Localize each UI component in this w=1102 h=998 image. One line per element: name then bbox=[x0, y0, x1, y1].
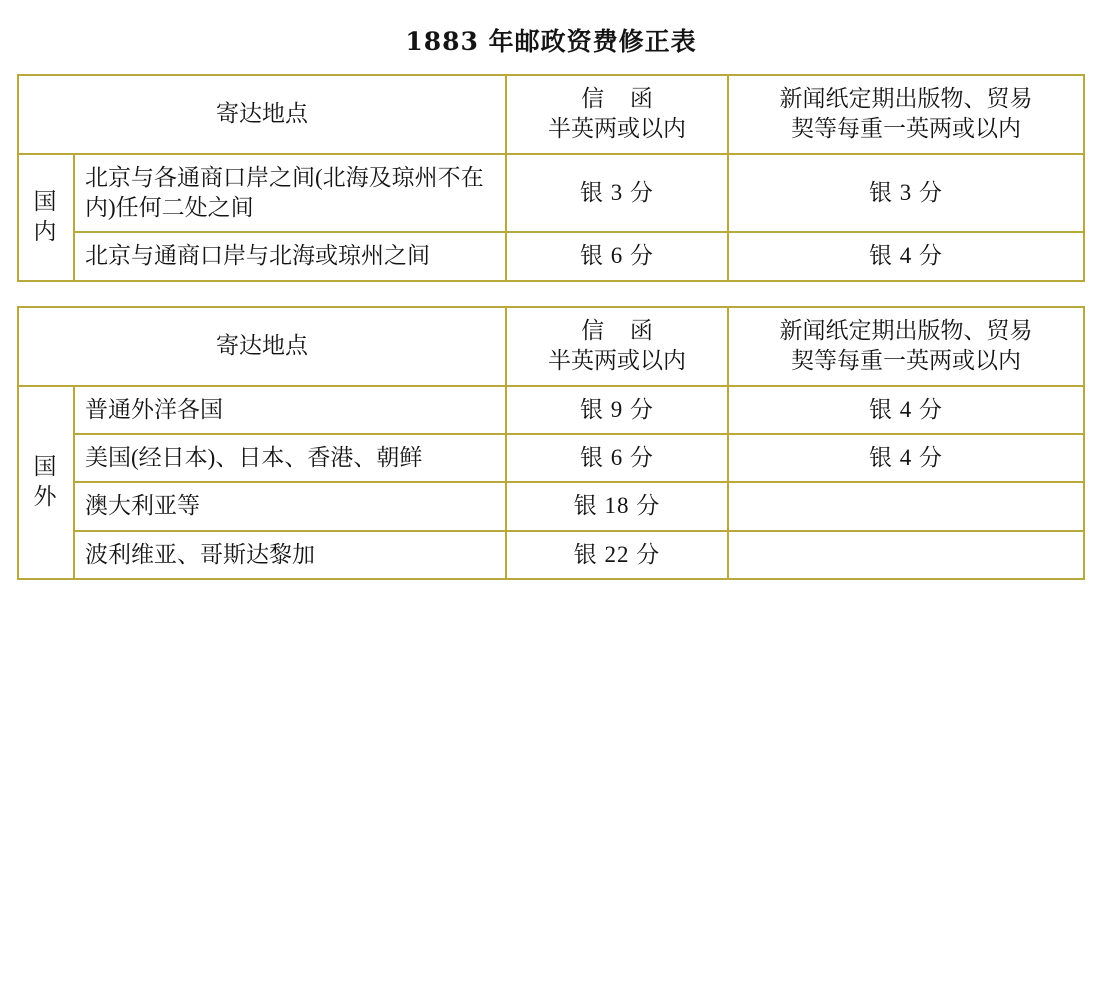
table-row bbox=[18, 434, 1084, 482]
header-letter bbox=[506, 307, 728, 386]
header-newspaper-line1: 新闻纸定期出版物、贸易 bbox=[779, 86, 1033, 111]
place-cell: 北京与通商口岸与北海或琼州之间 bbox=[74, 232, 506, 280]
overseas-table-wrapper bbox=[0, 306, 1102, 580]
letter-rate-cell: 银 6 分 bbox=[506, 232, 728, 280]
letter-rate-cell: 银 22 分 bbox=[506, 531, 728, 579]
newspaper-rate-cell: 银 4 分 bbox=[728, 232, 1084, 280]
header-newspaper bbox=[728, 75, 1084, 154]
newspaper-rate-cell bbox=[728, 531, 1084, 579]
place-cell: 澳大利亚等 bbox=[74, 482, 506, 530]
newspaper-rate-cell bbox=[728, 482, 1084, 530]
side-label-char-1: 国 bbox=[33, 188, 59, 214]
table-row bbox=[18, 154, 1084, 233]
header-letter bbox=[506, 75, 728, 154]
side-label-char-1: 国 bbox=[33, 453, 59, 479]
header-letter-line1: 信 函 bbox=[581, 86, 663, 111]
page-title: 1883 年邮政资费修正表 bbox=[405, 27, 697, 56]
header-letter-line2: 半英两或以内 bbox=[548, 116, 686, 142]
header-place: 寄达地点 bbox=[18, 75, 506, 154]
newspaper-rate-cell: 银 4 分 bbox=[728, 434, 1084, 482]
header-letter-line1: 信 函 bbox=[581, 317, 663, 343]
side-label-char-2: 内 bbox=[33, 219, 59, 245]
domestic-table bbox=[17, 74, 1085, 282]
letter-rate-cell: 银 6 分 bbox=[506, 434, 728, 482]
letter-rate-cell: 银 3 分 bbox=[506, 154, 728, 233]
table-row bbox=[18, 482, 1084, 530]
side-label-char-2: 外 bbox=[33, 484, 59, 510]
header-place: 寄达地点 bbox=[18, 307, 506, 386]
letter-rate-cell: 银 18 分 bbox=[506, 482, 728, 530]
newspaper-rate-cell: 银 3 分 bbox=[728, 154, 1084, 233]
place-cell: 普通外洋各国 bbox=[74, 386, 506, 434]
overseas-table bbox=[17, 306, 1085, 580]
side-label-domestic bbox=[18, 154, 74, 281]
table-row bbox=[18, 232, 1084, 280]
place-cell: 北京与各通商口岸之间(北海及琼州不在内)任何二处之间 bbox=[74, 154, 506, 233]
header-newspaper-line2: 契等每重一英两或以内 bbox=[791, 348, 1021, 374]
header-newspaper-line2: 契等每重一英两或以内 bbox=[791, 116, 1021, 142]
domestic-table-wrapper bbox=[0, 74, 1102, 282]
header-newspaper bbox=[728, 307, 1084, 386]
table-header-row bbox=[18, 307, 1084, 386]
table-header-row bbox=[18, 75, 1084, 154]
place-cell: 美国(经日本)、日本、香港、朝鲜 bbox=[74, 434, 506, 482]
place-cell: 波利维亚、哥斯达黎加 bbox=[74, 531, 506, 579]
table-row bbox=[18, 531, 1084, 579]
letter-rate-cell: 银 9 分 bbox=[506, 386, 728, 434]
table-row bbox=[18, 386, 1084, 434]
table-separator bbox=[0, 282, 1102, 296]
newspaper-rate-cell: 银 4 分 bbox=[728, 386, 1084, 434]
side-label-overseas bbox=[18, 386, 74, 579]
header-newspaper-line1: 新闻纸定期出版物、贸易 bbox=[779, 317, 1033, 343]
header-letter-line2: 半英两或以内 bbox=[548, 348, 686, 374]
